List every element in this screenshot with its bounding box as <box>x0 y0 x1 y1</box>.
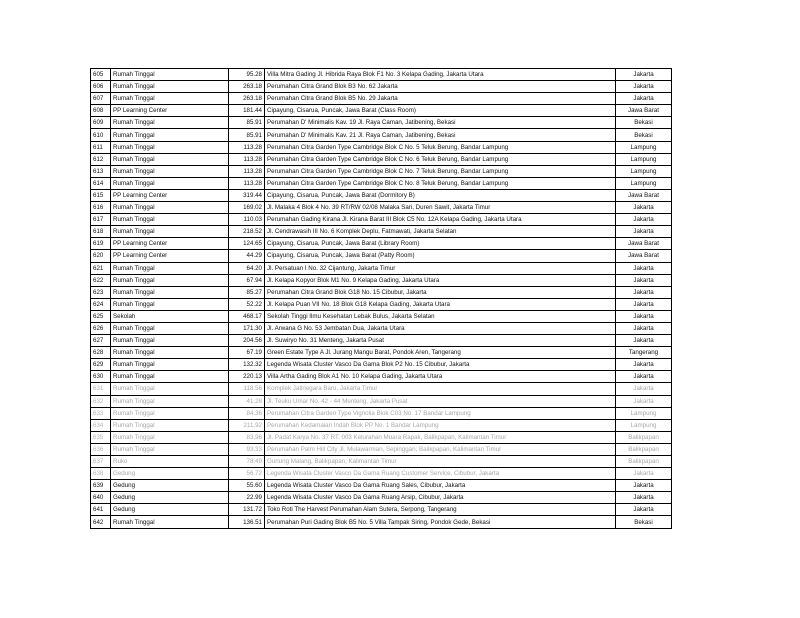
area-value: 131.72 <box>229 504 265 516</box>
table-row <box>91 431 672 443</box>
city: Jakarta <box>616 371 672 383</box>
area-value: 169.02 <box>229 202 265 214</box>
building-type: Rumah Tinggal <box>111 202 229 214</box>
address: Legenda Wisata Cluster Vasco Da Gama Ruang Sales, Cibubur, Jakarta <box>265 480 616 492</box>
address: Jl. Persatuan I No. 32 Cijantung, Jakarta Timur <box>265 262 616 274</box>
address: Jl. Suwiryo No. 31 Menteng, Jakarta Pusat <box>265 335 616 347</box>
address: Toko Roti The Harvest Perumahan Alam Sutera, Serpong, Tangerang <box>265 504 616 516</box>
city: Jakarta <box>616 226 672 238</box>
building-type: PP Learning Center <box>111 238 229 250</box>
table-row <box>91 117 672 129</box>
address: Cipayung, Cisarua, Puncak, Jawa Barat (Library Room) <box>265 238 616 250</box>
area-value: 110.03 <box>229 214 265 226</box>
area-value: 78.49 <box>229 456 265 468</box>
row-number: 609 <box>91 117 111 129</box>
building-type: Rumah Tinggal <box>111 395 229 407</box>
city: Jawa Barat <box>616 250 672 262</box>
building-type: Rumah Tinggal <box>111 141 229 153</box>
building-type: Rumah Tinggal <box>111 226 229 238</box>
address: Perumahan Citra Grand Blok B5 No. 29 Jakarta <box>265 93 616 105</box>
row-number: 613 <box>91 165 111 177</box>
row-number: 636 <box>91 443 111 455</box>
area-value: 132.32 <box>229 359 265 371</box>
address: Perumahan Citra Garden Type Vignolia Blok C03 No. 17 Bandar Lampung <box>265 407 616 419</box>
building-type: Rumah Tinggal <box>111 262 229 274</box>
city: Jakarta <box>616 298 672 310</box>
row-number: 625 <box>91 310 111 322</box>
city: Balikpapan <box>616 443 672 455</box>
building-type: Rumah Tinggal <box>111 347 229 359</box>
building-type: Rumah Tinggal <box>111 383 229 395</box>
area-value: 113.28 <box>229 177 265 189</box>
table-row <box>91 492 672 504</box>
address: Green Estate Type A Jl. Jurang Mangu Barat, Pondok Aren, Tangerang <box>265 347 616 359</box>
area-value: 113.28 <box>229 165 265 177</box>
row-number: 629 <box>91 359 111 371</box>
building-type: Rumah Tinggal <box>111 81 229 93</box>
building-type: Rumah Tinggal <box>111 298 229 310</box>
building-type: Ruko <box>111 456 229 468</box>
building-type: PP Learning Center <box>111 250 229 262</box>
city: Lampung <box>616 141 672 153</box>
table-row <box>91 286 672 298</box>
area-value: 22.99 <box>229 492 265 504</box>
row-number: 638 <box>91 468 111 480</box>
address: Perumahan Citra Garden Type Cambridge Blok C No. 8 Teluk Berung, Bandar Lampung <box>265 177 616 189</box>
area-value: 56.72 <box>229 468 265 480</box>
address: Perumahan D' Minimalis Kav. 21 Jl. Raya Caman, Jatibening, Bekasi <box>265 129 616 141</box>
area-value: 113.28 <box>229 153 265 165</box>
area-value: 55.60 <box>229 480 265 492</box>
table-row <box>91 105 672 117</box>
building-type: Gedung <box>111 468 229 480</box>
row-number: 608 <box>91 105 111 117</box>
table-row <box>91 443 672 455</box>
table-row <box>91 214 672 226</box>
table-row <box>91 177 672 189</box>
area-value: 67.94 <box>229 274 265 286</box>
building-type: PP Learning Center <box>111 105 229 117</box>
city: Balikpapan <box>616 431 672 443</box>
area-value: 211.92 <box>229 419 265 431</box>
area-value: 93.33 <box>229 443 265 455</box>
row-number: 634 <box>91 419 111 431</box>
row-number: 615 <box>91 189 111 201</box>
city: Jakarta <box>616 335 672 347</box>
table-row <box>91 504 672 516</box>
building-type: Rumah Tinggal <box>111 516 229 528</box>
area-value: 64.20 <box>229 262 265 274</box>
city: Jakarta <box>616 310 672 322</box>
address: Perumahan Citra Garden Type Cambridge Blok C No. 5 Teluk Berung, Bandar Lampung <box>265 141 616 153</box>
row-number: 633 <box>91 407 111 419</box>
row-number: 627 <box>91 335 111 347</box>
city: Jakarta <box>616 274 672 286</box>
address: Komplek Jatinegara Baru, Jakarta Timur <box>265 383 616 395</box>
address: Perumahan Gading Kirana Jl. Kirana Barat III Blok C5 No. 12A Kelapa Gading, Jakarta Utara <box>265 214 616 226</box>
city: Jakarta <box>616 359 672 371</box>
area-value: 204.56 <box>229 335 265 347</box>
area-value: 113.28 <box>229 141 265 153</box>
area-value: 319.44 <box>229 189 265 201</box>
table-row <box>91 383 672 395</box>
city: Bekasi <box>616 129 672 141</box>
row-number: 612 <box>91 153 111 165</box>
row-number: 620 <box>91 250 111 262</box>
area-value: 85.91 <box>229 129 265 141</box>
area-value: 181.44 <box>229 105 265 117</box>
city: Bekasi <box>616 117 672 129</box>
table-row <box>91 335 672 347</box>
area-value: 85.91 <box>229 117 265 129</box>
building-type: Rumah Tinggal <box>111 359 229 371</box>
building-type: Sekolah <box>111 310 229 322</box>
building-type: Rumah Tinggal <box>111 129 229 141</box>
address: Perumahan Citra Grand Blok G18 No. 15 Cibubur, Jakarta <box>265 286 616 298</box>
table-row <box>91 81 672 93</box>
table-row <box>91 310 672 322</box>
address: Cipayung, Cisarua, Puncak, Jawa Barat (Class Room) <box>265 105 616 117</box>
city: Jakarta <box>616 492 672 504</box>
row-number: 611 <box>91 141 111 153</box>
city: Lampung <box>616 407 672 419</box>
area-value: 263.18 <box>229 93 265 105</box>
table-row <box>91 274 672 286</box>
row-number: 619 <box>91 238 111 250</box>
table-row <box>91 322 672 334</box>
row-number: 624 <box>91 298 111 310</box>
row-number: 642 <box>91 516 111 528</box>
address: Jl. Malaka 4 Blok 4 No. 39 RT/RW 02/08 Malaka Sari, Duren Sawit, Jakarta Timur <box>265 202 616 214</box>
table-row <box>91 165 672 177</box>
building-type: Rumah Tinggal <box>111 214 229 226</box>
city: Jawa Barat <box>616 189 672 201</box>
area-value: 124.65 <box>229 238 265 250</box>
building-type: Rumah Tinggal <box>111 69 229 81</box>
area-value: 263.18 <box>229 81 265 93</box>
city: Jakarta <box>616 504 672 516</box>
table-row <box>91 468 672 480</box>
row-number: 626 <box>91 322 111 334</box>
address: Jl. Kelapa Kopyor Blok M1 No. 9 Kelapa Gading, Jakarta Utara <box>265 274 616 286</box>
table-row <box>91 516 672 528</box>
address: Cipayung, Cisarua, Puncak, Jawa Barat (Dormitory B) <box>265 189 616 201</box>
building-type: Rumah Tinggal <box>111 371 229 383</box>
address: Villa Mitra Gading Jl. Hibrida Raya Blok F1 No. 3 Kelapa Gading, Jakarta Utara <box>265 69 616 81</box>
building-type: Rumah Tinggal <box>111 117 229 129</box>
city: Jakarta <box>616 383 672 395</box>
building-type: Rumah Tinggal <box>111 165 229 177</box>
building-type: Rumah Tinggal <box>111 274 229 286</box>
address: Legenda Wisata Cluster Vasco Da Gama Ruang Arsip, Cibubur, Jakarta <box>265 492 616 504</box>
address: Sekolah Tinggi Ilmu Kesehatan Lebak Bulus, Jakarta Selatan <box>265 310 616 322</box>
table-row <box>91 93 672 105</box>
address: Perumahan Citra Grand Blok B3 No. 62 Jakarta <box>265 81 616 93</box>
row-number: 607 <box>91 93 111 105</box>
building-type: Rumah Tinggal <box>111 286 229 298</box>
city: Lampung <box>616 177 672 189</box>
address: Perumahan Citra Garden Type Cambridge Blok C No. 6 Teluk Berung, Bandar Lampung <box>265 153 616 165</box>
address: Jl. Padat Karya No. 37 RT. 003 Kelurahan Muara Rapak, Balikpapan, Kalimantan Timur <box>265 431 616 443</box>
address: Perumahan Palm Hill City Jl. Mulawarman, Sepinggan, Balikpapan, Kalimantan Timur <box>265 443 616 455</box>
table-row <box>91 202 672 214</box>
area-value: 468.17 <box>229 310 265 322</box>
city: Tangerang <box>616 347 672 359</box>
area-value: 218.52 <box>229 226 265 238</box>
building-type: Gedung <box>111 480 229 492</box>
table-row <box>91 226 672 238</box>
city: Lampung <box>616 153 672 165</box>
area-value: 84.36 <box>229 407 265 419</box>
address: Legenda Wisata Cluster Vasco Da Gama Blok P2 No. 15 Cibubur, Jakarta <box>265 359 616 371</box>
table-row <box>91 419 672 431</box>
row-number: 622 <box>91 274 111 286</box>
row-number: 641 <box>91 504 111 516</box>
table-row <box>91 129 672 141</box>
table-row <box>91 347 672 359</box>
city: Jakarta <box>616 468 672 480</box>
area-value: 41.28 <box>229 395 265 407</box>
area-value: 67.19 <box>229 347 265 359</box>
row-number: 640 <box>91 492 111 504</box>
building-type: Rumah Tinggal <box>111 153 229 165</box>
city: Balikpapan <box>616 456 672 468</box>
table-row <box>91 238 672 250</box>
address: Perumahan Puri Gading Blok B5 No. 5 Villa Tampak Siring, Pondok Gede, Bekasi <box>265 516 616 528</box>
building-type: Rumah Tinggal <box>111 93 229 105</box>
city: Jawa Barat <box>616 238 672 250</box>
address: Perumahan Kedamaian Indah Blok PP No. 1 Bandar Lampung <box>265 419 616 431</box>
table-row <box>91 153 672 165</box>
row-number: 618 <box>91 226 111 238</box>
city: Jakarta <box>616 214 672 226</box>
table-body <box>91 69 672 529</box>
table-row <box>91 359 672 371</box>
table-row <box>91 250 672 262</box>
city: Bekasi <box>616 516 672 528</box>
table-row <box>91 371 672 383</box>
area-value: 171.30 <box>229 322 265 334</box>
address: Villa Artha Gading Blok A1 No. 10 Kelapa Gading, Jakarta Utara <box>265 371 616 383</box>
address: Perumahan D' Minimalis Kav. 19 Jl. Raya Caman, Jatibening, Bekasi <box>265 117 616 129</box>
area-value: 136.51 <box>229 516 265 528</box>
address: Gunung Malang, Balikpapan, Kalimantan Timur <box>265 456 616 468</box>
city: Jakarta <box>616 322 672 334</box>
table-row <box>91 262 672 274</box>
row-number: 610 <box>91 129 111 141</box>
city: Jakarta <box>616 93 672 105</box>
building-type: Rumah Tinggal <box>111 322 229 334</box>
building-type: Rumah Tinggal <box>111 177 229 189</box>
table-row <box>91 480 672 492</box>
table-row <box>91 395 672 407</box>
row-number: 631 <box>91 383 111 395</box>
address: Legenda Wisata Cluster Vasco Da Gama Ruang Customer Service, Cibubur, Jakarta <box>265 468 616 480</box>
table-row <box>91 69 672 81</box>
building-type: Rumah Tinggal <box>111 335 229 347</box>
row-number: 617 <box>91 214 111 226</box>
city: Jakarta <box>616 395 672 407</box>
area-value: 44.29 <box>229 250 265 262</box>
table-row <box>91 407 672 419</box>
city: Jakarta <box>616 262 672 274</box>
building-type: Rumah Tinggal <box>111 443 229 455</box>
row-number: 630 <box>91 371 111 383</box>
area-value: 95.28 <box>229 69 265 81</box>
building-type: Gedung <box>111 492 229 504</box>
city: Lampung <box>616 165 672 177</box>
address: Cipayung, Cisarua, Puncak, Jawa Barat (Patty Room) <box>265 250 616 262</box>
row-number: 623 <box>91 286 111 298</box>
row-number: 632 <box>91 395 111 407</box>
city: Jakarta <box>616 69 672 81</box>
city: Jakarta <box>616 81 672 93</box>
address: Jl. Arwana G No. 53 Jembatan Dua, Jakarta Utara <box>265 322 616 334</box>
building-type: Rumah Tinggal <box>111 419 229 431</box>
area-value: 52.22 <box>229 298 265 310</box>
row-number: 621 <box>91 262 111 274</box>
building-type: Gedung <box>111 504 229 516</box>
area-value: 118.56 <box>229 383 265 395</box>
project-table <box>90 68 672 529</box>
row-number: 606 <box>91 81 111 93</box>
area-value: 85.27 <box>229 286 265 298</box>
row-number: 635 <box>91 431 111 443</box>
address: Jl. Kelapa Puan VII No. 18 Blok G18 Kelapa Gading, Jakarta Utara <box>265 298 616 310</box>
table-row <box>91 298 672 310</box>
building-type: Rumah Tinggal <box>111 407 229 419</box>
row-number: 616 <box>91 202 111 214</box>
building-type: PP Learning Center <box>111 189 229 201</box>
address: Perumahan Citra Garden Type Cambridge Blok C No. 7 Teluk Berung, Bandar Lampung <box>265 165 616 177</box>
city: Jakarta <box>616 286 672 298</box>
city: Jakarta <box>616 202 672 214</box>
row-number: 628 <box>91 347 111 359</box>
area-value: 83.96 <box>229 431 265 443</box>
row-number: 614 <box>91 177 111 189</box>
table-row <box>91 189 672 201</box>
table-row <box>91 456 672 468</box>
city: Jawa Barat <box>616 105 672 117</box>
table-row <box>91 141 672 153</box>
city: Lampung <box>616 419 672 431</box>
area-value: 220.13 <box>229 371 265 383</box>
address: Jl. Cendrawasih III No. 6 Komplek Deplu, Fatmawati, Jakarta Selatan <box>265 226 616 238</box>
row-number: 639 <box>91 480 111 492</box>
building-type: Rumah Tinggal <box>111 431 229 443</box>
row-number: 605 <box>91 69 111 81</box>
city: Jakarta <box>616 480 672 492</box>
address: Jl. Teuku Umar No. 42 - 44 Menteng, Jakarta Pusat <box>265 395 616 407</box>
row-number: 637 <box>91 456 111 468</box>
